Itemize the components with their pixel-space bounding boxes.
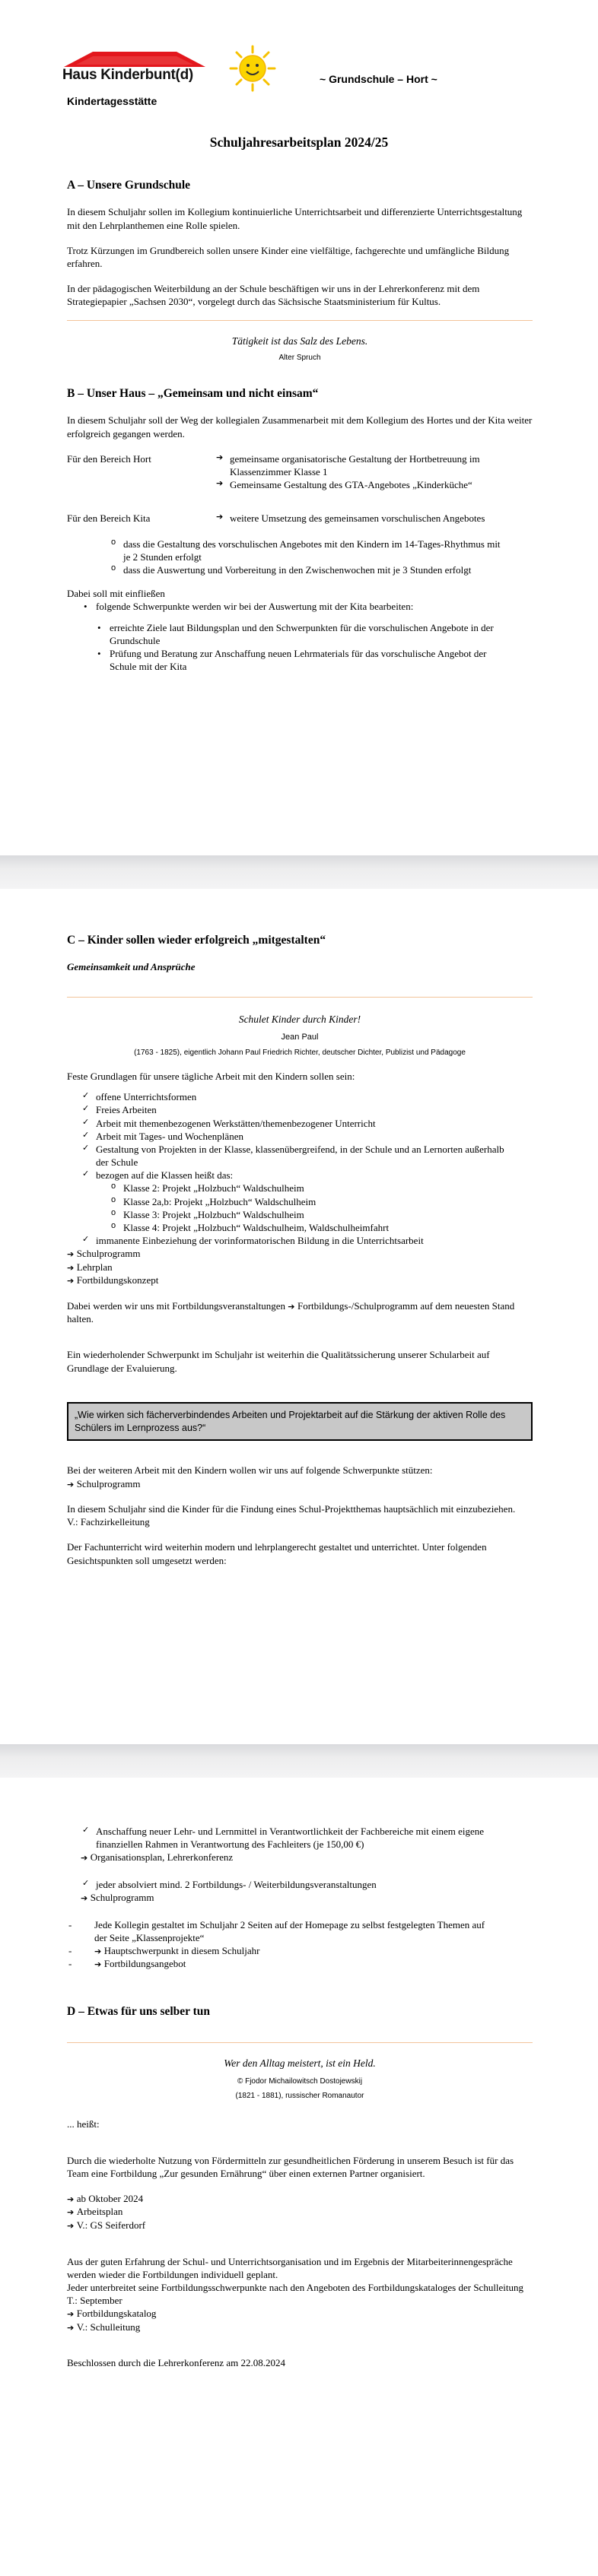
arrow-icon: ➔ xyxy=(81,1853,91,1864)
quote-source: (1763 - 1825), eigentlich Johann Paul Friedrich Richter, deutscher Dichter, Publizist und Pädagoge xyxy=(134,1048,466,1057)
arrow-icon: ➔ xyxy=(67,1262,77,1273)
class-item: o Klasse 4: Projekt „Holzbuch“ Waldschulheim, Waldschulheimfahrt xyxy=(110,1221,508,1234)
arrow-item: ➔ Schulprogramm xyxy=(81,1891,154,1903)
evaluation-question-box: „Wie wirken sich fächerverbindendes Arbeiten und Projektarbeit auf die Stärkung der aktiven Rolle des Schülers im Lernprozess aus?“ xyxy=(67,1402,533,1442)
section-a-paragraph: Trotz Kürzungen im Grundbereich sollen unsere Kinder eine vielfältige, fachgerechte und umfängliche Bildung erfahren. xyxy=(67,244,510,269)
section-d-paragraph: Jeder unterbreitet seine Fortbildungsschwerpunkte nach den Angeboten des Fortbildungskataloges der Schulleitung xyxy=(67,2281,524,2293)
fachunterricht-text: Der Fachunterricht wird weiterhin modern und lehrplangerecht gestaltet und unterrichtet. Unter folgenden Gesichtspunkten soll umgesetzt werden: xyxy=(67,1541,487,1566)
kita-sub-item: o dass die Auswertung und Vorbereitung in den Zwischenwochen mit je 3 Stunden erfolgt xyxy=(110,563,505,576)
page-gap xyxy=(0,855,598,889)
quote-text: Schulet Kinder durch Kinder! xyxy=(238,1013,361,1025)
arrow-item: ➔ Fortbildungskatalog xyxy=(67,2308,157,2320)
weitere-text: Bei der weiteren Arbeit mit den Kindern wollen wir uns auf folgende Schwerpunkte stützen: xyxy=(67,1464,433,1477)
dabei-text: Dabei soll mit einfließen xyxy=(67,588,165,600)
kita-item: ➔ weitere Umsetzung des gemeinsamen vorschulischen Angebotes xyxy=(216,511,485,524)
class-item: o Klasse 3: Projekt „Holzbuch“ Waldschulheim xyxy=(110,1208,508,1221)
page-1 xyxy=(0,0,598,855)
checklist-item: ✓ Arbeit mit Tages- und Wochenplänen xyxy=(82,1130,508,1143)
header-right: ~ Grundschule – Hort ~ xyxy=(320,73,437,85)
section-c-heading: C – Kinder sollen wieder erfolgreich „mitgestalten“ xyxy=(67,934,326,947)
checklist-item: ✓ Gestaltung von Projekten in der Klasse, klassenübergreifend, in der Schule und an Lernorten außerhalb der Schule xyxy=(82,1143,508,1169)
arrow-icon: ➔ xyxy=(67,2309,77,2320)
divider xyxy=(67,997,533,998)
arrow-icon: ➔ xyxy=(67,2322,77,2333)
arrow-icon: ➔ xyxy=(67,1276,77,1286)
deadline-text: T.: September xyxy=(67,2294,122,2306)
arrow-item: ➔ V.: GS Seiferdorf xyxy=(67,2219,146,2231)
quote-text: Wer den Alltag meistert, ist ein Held. xyxy=(224,2057,376,2070)
quote-source: (1821 - 1881), russischer Romanautor xyxy=(235,2092,364,2101)
bullet-item: • folgende Schwerpunkte werden wir bei der Auswertung mit der Kita bearbeiten: xyxy=(82,600,533,613)
heisst-text: ... heißt: xyxy=(67,2118,100,2130)
section-d-heading: D – Etwas für uns selber tun xyxy=(67,2004,211,2018)
arrow-item: ➔ Lehrplan xyxy=(67,1261,113,1273)
arrow-item: ➔ Schulprogramm xyxy=(67,1477,141,1489)
checklist-item: ✓ Arbeit mit themenbezogenen Werkstätten/themenbezogener Unterricht xyxy=(82,1117,508,1130)
arrow-item: ➔ V.: Schulleitung xyxy=(67,2321,141,2333)
divider xyxy=(67,320,533,321)
arrow-icon: ➔ xyxy=(67,2194,77,2204)
section-c-lead: Feste Grundlagen für unsere tägliche Arbeit mit den Kindern sollen sein: xyxy=(67,1071,355,1083)
divider xyxy=(67,2042,533,2043)
page-2 xyxy=(0,889,598,1744)
quote-text: Tätigkeit ist das Salz des Lebens. xyxy=(231,335,368,347)
hort-label: Für den Bereich Hort xyxy=(67,452,151,465)
page-title: Schuljahresarbeitsplan 2024/25 xyxy=(209,135,389,150)
arrow-icon: ➔ xyxy=(216,452,224,462)
section-d-paragraph: Durch die wiederholte Nutzung von Fördermitteln zur gesundheitlichen Förderung in unserem Besuch ist für das Team eine Fortbildung „Zur gesunden Ernährung“ über einen externen Partner organisiert. xyxy=(67,2154,514,2179)
hort-item: ➔ gemeinsame organisatorische Gestaltung der Hortbetreuung im Klassenzimmer Klasse 1 xyxy=(216,452,480,477)
page-gap xyxy=(0,1744,598,1778)
dash-item: - ➔ Hauptschwerpunkt in diesem Schuljahr xyxy=(67,1944,533,1958)
projekt-text: In diesem Schuljahr sind die Kinder für die Findung eines Schul-Projektthemas hauptsächlich mit einzubeziehen. xyxy=(67,1503,516,1515)
quote-author: Jean Paul xyxy=(281,1033,319,1042)
arrow-icon: ➔ xyxy=(67,1479,77,1489)
fortbildung-text: Dabei werden wir uns mit Fortbildungsveranstaltungen ➔ Fortbildungs-/Schulprogramm auf dem neuesten Stand halten. xyxy=(67,1299,515,1325)
section-a-paragraph: In diesem Schuljahr sollen im Kollegium kontinuierliche Unterrichtsarbeit und differenzierte Unterrichtsgestaltung mit den Lehrplanthemen eine Rolle spielen. xyxy=(67,206,523,231)
logo xyxy=(62,40,215,87)
hort-item: ➔ Gemeinsame Gestaltung des GTA-Angebotes „Kinderküche“ xyxy=(216,477,472,490)
checklist-item: ✓ bezogen auf die Klassen heißt das: xyxy=(82,1169,508,1182)
closing-text: Beschlossen durch die Lehrerkonferenz am 22.08.2024 xyxy=(67,2357,285,2369)
arrow-icon: ➔ xyxy=(216,511,224,522)
arrow-icon: ➔ xyxy=(67,1249,77,1260)
quote-source: Alter Spruch xyxy=(278,354,321,363)
kita-sub-item: o dass die Gestaltung des vorschulischen Angebotes mit den Kindern im 14-Tages-Rhythmus mit je 2 Stunden erfolgt xyxy=(110,538,505,563)
arrow-item: ➔ Organisationsplan, Lehrerkonferenz xyxy=(81,1851,234,1864)
section-b-intro: In diesem Schuljahr soll der Weg der kollegialen Zusammenarbeit mit dem Kollegium des Hortes und der Kita weiter erfolgreich gegangen werden. xyxy=(67,414,533,439)
checklist-item: ✓ offene Unterrichtsformen xyxy=(82,1090,508,1103)
arrow-item: ➔ Arbeitsplan xyxy=(67,2206,123,2218)
arrow-icon: ➔ xyxy=(67,2220,77,2231)
page-3 xyxy=(0,1778,598,2576)
section-a-heading: A – Unsere Grundschule xyxy=(67,179,191,192)
kita-label: Für den Bereich Kita xyxy=(67,512,151,524)
checklist-item: ✓ Freies Arbeiten xyxy=(82,1103,508,1116)
class-item: o Klasse 2: Projekt „Holzbuch“ Waldschulheim xyxy=(110,1182,508,1194)
dash-item: - ➔ Fortbildungsangebot xyxy=(67,1957,533,1971)
quality-text: Ein wiederholender Schwerpunkt im Schuljahr ist weiterhin die Qualitätssicherung unserer Schularbeit auf Grundlage der Evaluierung. xyxy=(67,1349,490,1374)
class-item: o Klasse 2a,b: Projekt „Holzbuch“ Waldschulheim xyxy=(110,1195,508,1208)
arrow-item: ➔ Schulprogramm xyxy=(67,1248,141,1260)
checklist-item: ✓ immanente Einbeziehung der vorinformatorischen Bildung in die Unterrichtsarbeit xyxy=(82,1234,508,1247)
sub-bullet-item: • Prüfung und Beratung zur Anschaffung neuen Lehrmaterials für das vorschulische Angebot der Schule mit der Kita xyxy=(96,647,507,673)
sub-bullet-item: • erreichte Ziele laut Bildungsplan und den Schwerpunkten für die vorschulischen Angebote in der Grundschule xyxy=(96,621,507,647)
arrow-icon: ➔ xyxy=(288,1301,297,1312)
header-subtitle: Kindertagesstätte xyxy=(67,95,157,107)
arrow-item: ➔ Fortbildungskonzept xyxy=(67,1274,159,1286)
checklist-item: ✓ jeder absolviert mind. 2 Fortbildungs- / Weiterbildungsveranstaltungen xyxy=(82,1878,508,1891)
arrow-icon: ➔ xyxy=(81,1892,91,1903)
arrow-icon: ➔ xyxy=(67,2207,77,2218)
quote-author: © Fjodor Michailowitsch Dostojewskij xyxy=(237,2077,363,2086)
section-a-paragraph: In der pädagogischen Weiterbildung an der Schule beschäftigen wir uns in der Lehrerkonferenz mit dem Strategiepapier „Sachsen 2030“, vorgelegt durch das Sächsische Staatsministerium für Kultus. xyxy=(67,283,480,308)
arrow-icon: ➔ xyxy=(94,1946,104,1956)
checklist-item: ✓ Anschaffung neuer Lehr- und Lernmittel in Verantwortlichkeit der Fachbereiche mit einem eigene finanziellen Rahmen in Verantwortung des Fachleiters (je 150,00 €) xyxy=(82,1825,508,1851)
section-b-heading: B – Unser Haus – „Gemeinsam und nicht einsam“ xyxy=(67,387,319,400)
arrow-item: ➔ ab Oktober 2024 xyxy=(67,2192,144,2204)
section-c-subheading: Gemeinsamkeit und Ansprüche xyxy=(67,961,196,973)
arrow-icon: ➔ xyxy=(94,1959,104,1970)
logo-text: Haus Kinderbunt(d) xyxy=(62,67,193,83)
arrow-icon: ➔ xyxy=(216,477,224,488)
projekt-responsible: V.: Fachzirkelleitung xyxy=(67,1516,150,1528)
dash-item: - Jede Kollegin gestaltet im Schuljahr 2 Seiten auf der Homepage zu selbst festgelegten Themen auf der Seite „Klassenprojekte“ xyxy=(67,1918,493,1944)
section-d-paragraph: Aus der guten Erfahrung der Schul- und Unterrichtsorganisation und im Ergebnis der Mitarbeiterinnengespräche werden wieder die Fortbildungen individuell geplant. xyxy=(67,2255,513,2280)
sun-icon xyxy=(228,44,277,93)
